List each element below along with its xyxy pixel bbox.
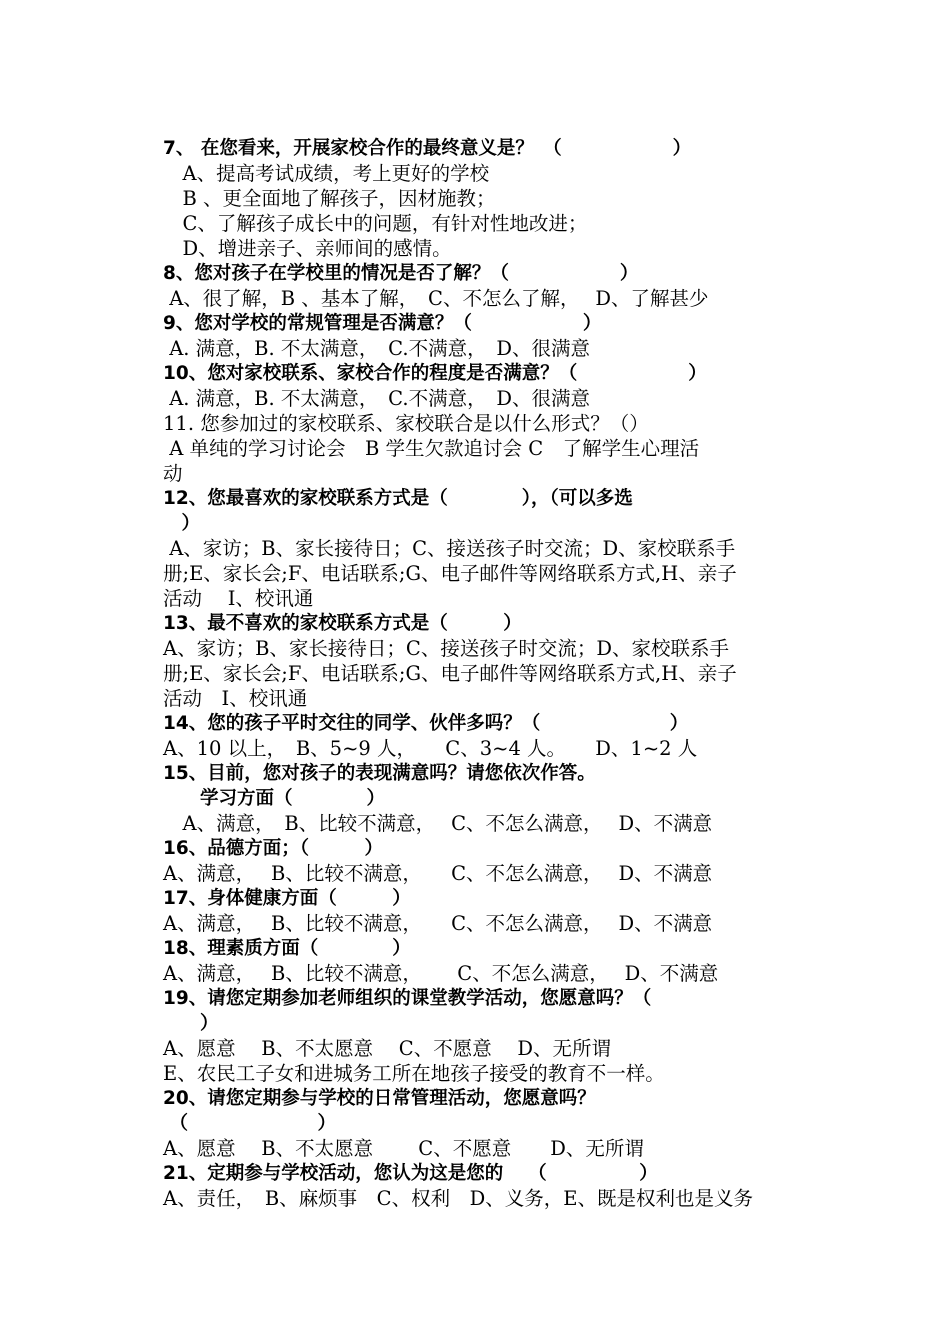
- option-line: 册;E、家长会;F、电话联系;G、电子邮件等网络联系方式,H、亲子: [163, 562, 737, 585]
- question-12: 12、您最喜欢的家校联系方式是（ ），（可以多选: [163, 488, 633, 509]
- option-line: A、愿意 B、不太愿意 C、不愿意 D、无所谓: [163, 1137, 644, 1160]
- option-line: A、满意， B、比较不满意， C、不怎么满意， D、不满意: [163, 862, 713, 885]
- question-11: 11. 您参加过的家校联系、家校联合是以什么形式？（）: [163, 412, 649, 435]
- option-line: 动: [163, 462, 183, 485]
- question-12-continued: ）: [163, 513, 201, 534]
- option-line: A、责任， B、麻烦事 C、权利 D、义务，E、既是权利也是义务: [163, 1187, 753, 1210]
- option-line: A、10 以上， B、5~9 人， C、3~4 人。 D、1~2 人: [163, 737, 698, 760]
- option-line: A、满意， B、比较不满意， C、不怎么满意， D、不满意: [163, 912, 713, 935]
- question-16: 16、品德方面；（ ）: [163, 838, 383, 859]
- question-9: 9、您对学校的常规管理是否满意？（ ）: [163, 313, 602, 334]
- option-line: 活动 I、校讯通: [163, 587, 314, 610]
- option-line: A、很了解，B 、基本了解， C、不怎么了解， D、了解甚少: [163, 287, 709, 310]
- option-line: A、提高考试成绩，考上更好的学校: [163, 162, 490, 185]
- question-17: 17、身体健康方面（ ）: [163, 888, 411, 909]
- question-20-continued: （ ）: [163, 1113, 336, 1134]
- question-21: 21、定期参与学校活动，您认为这是您的 （ ）: [163, 1163, 658, 1184]
- option-line: A、满意， B、比较不满意， C、不怎么满意， D、不满意: [163, 962, 719, 985]
- question-20: 20、请您定期参与学校的日常管理活动，您愿意吗？: [163, 1088, 596, 1109]
- option-line: 册;E、家长会;F、电话联系;G、电子邮件等网络联系方式,H、亲子: [163, 662, 737, 685]
- option-line: 活动 I、校讯通: [163, 687, 308, 710]
- option-line: D、增进亲子、亲师间的感情。: [163, 237, 452, 260]
- question-19-continued: ）: [163, 1013, 219, 1034]
- question-15-study: 学习方面（ ）: [163, 788, 386, 809]
- question-14: 14、您的孩子平时交往的同学、伙伴多吗？（ ）: [163, 713, 689, 734]
- option-line: A、家访；B、家长接待日；C、接送孩子时交流；D、家校联系手: [163, 537, 736, 560]
- question-19: 19、请您定期参加老师组织的课堂教学活动，您愿意吗？（: [163, 988, 652, 1009]
- question-10: 10、您对家校联系、家校合作的程度是否满意？（ ）: [163, 363, 707, 384]
- question-8: 8、您对孩子在学校里的情况是否了解？（ ）: [163, 263, 639, 284]
- option-line: E、农民工子女和进城务工所在地孩子接受的教育不一样。: [163, 1062, 665, 1085]
- question-18: 18、理素质方面（ ）: [163, 938, 411, 959]
- question-13: 13、最不喜欢的家校联系方式是（ ）: [163, 613, 522, 634]
- option-line: A 单纯的学习讨论会 B 学生欠款追讨会 C 了解学生心理活: [163, 437, 700, 460]
- option-line: C、了解孩子成长中的问题，有针对性地改进；: [163, 212, 588, 235]
- option-line: A、愿意 B、不太愿意 C、不愿意 D、无所谓: [163, 1037, 612, 1060]
- question-7: 7、 在您看来，开展家校合作的最终意义是？ （ ）: [163, 138, 692, 159]
- option-line: A、满意， B、比较不满意， C、不怎么满意， D、不满意: [163, 812, 713, 835]
- option-line: A. 满意，B. 不太满意， C.不满意， D、很满意: [163, 337, 590, 360]
- option-line: A. 满意，B. 不太满意， C.不满意， D、很满意: [163, 387, 590, 410]
- question-15: 15、目前，您对孩子的表现满意吗？请您依次作答。: [163, 763, 596, 784]
- option-line: B 、更全面地了解孩子，因材施教；: [163, 187, 496, 210]
- option-line: A、家访；B、家长接待日；C、接送孩子时交流；D、家校联系手: [163, 637, 729, 660]
